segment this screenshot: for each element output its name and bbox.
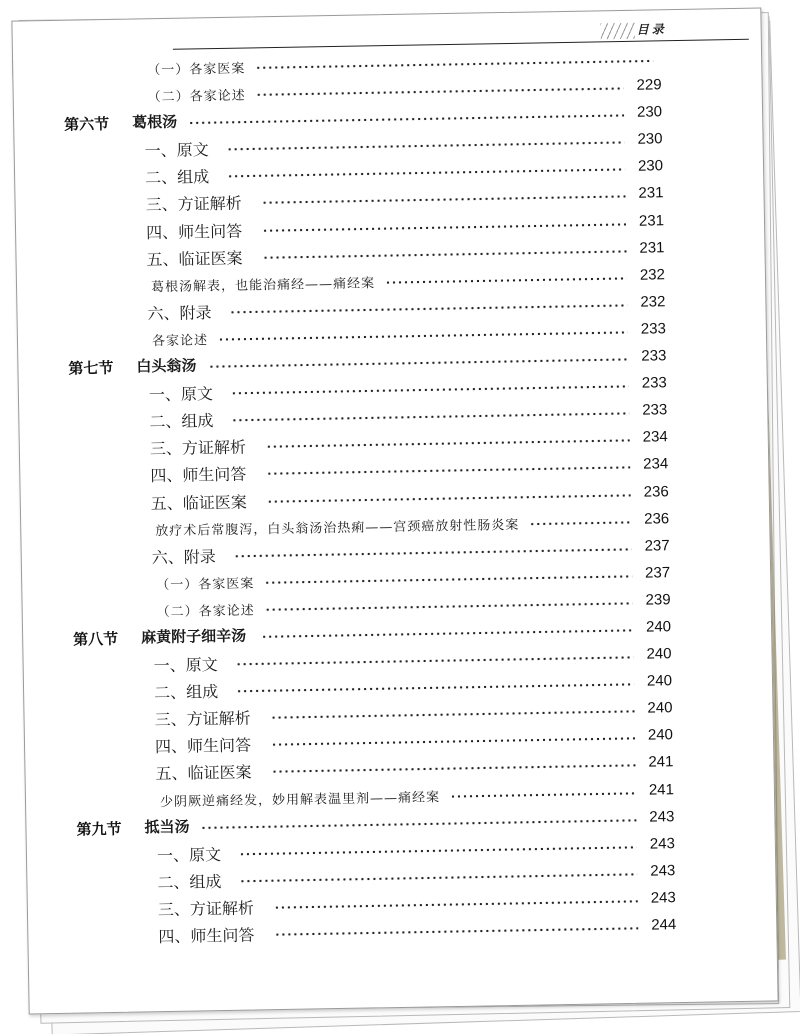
page-number: 229	[636, 76, 662, 94]
leader-dots	[450, 791, 636, 797]
section-number: 第六节	[64, 115, 110, 134]
entry-title: 一、原文	[156, 844, 222, 865]
entry-title: 三、方证解析	[145, 194, 242, 215]
leader-dots	[239, 873, 637, 883]
page-number: 232	[640, 293, 666, 311]
leader-dots	[236, 683, 634, 693]
table-of-contents	[63, 46, 679, 950]
entry-title: 三、方证解析	[149, 437, 247, 459]
leader-dots	[236, 656, 634, 666]
page-number: 244	[651, 916, 677, 934]
leader-dots	[229, 304, 627, 314]
section-number: 第九节	[76, 819, 122, 839]
page-number: 233	[640, 320, 667, 338]
leader-dots	[264, 575, 632, 584]
leader-dots	[255, 59, 653, 69]
leader-dots	[256, 87, 624, 96]
leader-dots	[261, 629, 633, 638]
entry-title: 五、临证医案	[150, 492, 247, 513]
page-number: 236	[643, 482, 669, 501]
leader-dots	[272, 764, 636, 773]
leader-dots	[265, 602, 633, 611]
leader-dots	[274, 900, 638, 909]
page-number: 243	[649, 807, 675, 826]
entry-title: 白头翁汤	[136, 356, 197, 376]
toc-page	[11, 8, 778, 1015]
leader-dots	[231, 412, 629, 422]
page-number: 233	[641, 347, 667, 365]
entry-title: 一、原文	[148, 384, 214, 405]
leader-dots	[262, 222, 626, 231]
entry-title: 二、组成	[149, 411, 214, 432]
entry-title: 六、附录	[147, 303, 212, 324]
entry-title: （一）各家医案	[156, 576, 255, 593]
leader-dots	[529, 520, 631, 525]
section-number: 第八节	[73, 629, 119, 649]
page-number: 230	[637, 157, 664, 176]
page-number: 243	[649, 834, 675, 853]
page-number: 243	[650, 889, 676, 907]
page-number: 240	[647, 699, 673, 717]
leader-dots	[200, 818, 636, 829]
page-number: 233	[641, 374, 667, 392]
page-number: 232	[639, 266, 666, 284]
leader-dots	[239, 846, 637, 856]
header-decoration	[601, 23, 635, 40]
page-number: 234	[643, 455, 669, 474]
page-number: 241	[648, 780, 675, 799]
entry-title: （一）各家医案	[147, 61, 246, 79]
entry-title: 抵当汤	[144, 817, 190, 837]
entry-title: 二、组成	[153, 682, 219, 703]
entry-title: 四、师生问答	[154, 735, 252, 757]
page-number: 236	[643, 509, 670, 528]
leader-dots	[234, 548, 632, 558]
entry-title: 各家论述	[151, 333, 209, 350]
leader-dots	[227, 168, 625, 178]
leader-dots	[188, 114, 624, 125]
entry-title: 一、原文	[144, 140, 209, 161]
entry-title: （二）各家论述	[147, 88, 246, 106]
section-number: 第七节	[68, 358, 114, 378]
leader-dots	[385, 277, 627, 284]
entry-title: 少阴厥逆痛经发，妙用解表温里剂——痛经案	[159, 789, 441, 810]
entry-title: 一、原文	[153, 655, 218, 676]
entry-title: 六、附录	[151, 546, 216, 567]
page-number: 240	[645, 618, 672, 636]
entry-title: 葛根汤解表，也能治痛经——痛经案	[150, 276, 376, 295]
entry-title: 葛根汤	[132, 112, 178, 132]
entry-title: 四、师生问答	[150, 464, 247, 486]
entry-title: （二）各家论述	[156, 603, 255, 621]
page-number: 240	[646, 672, 673, 690]
leader-dots	[271, 710, 635, 719]
leader-dots	[267, 493, 631, 502]
entry-title: 麻黄附子细辛汤	[141, 626, 247, 647]
leader-dots	[262, 195, 626, 204]
entry-title: 放疗术后常腹泻，白头翁汤治热痢——宫颈癌放射性肠炎案	[155, 517, 520, 539]
page-number: 237	[644, 536, 670, 555]
page-number: 237	[644, 563, 671, 582]
page-number: 230	[636, 103, 663, 121]
entry-title: 二、组成	[157, 871, 222, 893]
entry-title: 二、组成	[144, 167, 210, 188]
entry-title: 五、临证医案	[146, 248, 243, 269]
leader-dots	[266, 466, 630, 475]
page-number: 239	[645, 591, 671, 609]
entry-title: 四、师生问答	[158, 925, 255, 947]
leader-dots	[227, 141, 625, 151]
page-number: 231	[638, 211, 665, 230]
entry-title: 四、师生问答	[145, 221, 243, 242]
entry-title: 三、方证解析	[154, 708, 251, 730]
leader-dots	[208, 358, 628, 368]
entry-title: 三、方证解析	[157, 898, 255, 920]
leader-dots	[274, 927, 638, 936]
leader-dots	[263, 250, 627, 259]
leader-dots	[218, 331, 628, 341]
page-number: 230	[637, 130, 663, 148]
page-number: 231	[639, 238, 665, 257]
page-header-title: 目录	[636, 22, 667, 37]
leader-dots	[271, 737, 635, 746]
leader-dots	[231, 385, 629, 395]
page-number: 241	[648, 753, 674, 772]
page-number: 234	[642, 428, 668, 446]
page-number: 243	[650, 861, 676, 880]
leader-dots	[266, 439, 630, 448]
page-number: 240	[647, 726, 674, 744]
page-number: 240	[646, 645, 672, 663]
page-number: 231	[638, 184, 664, 203]
entry-title: 五、临证医案	[155, 762, 252, 784]
page-number: 233	[642, 401, 668, 419]
